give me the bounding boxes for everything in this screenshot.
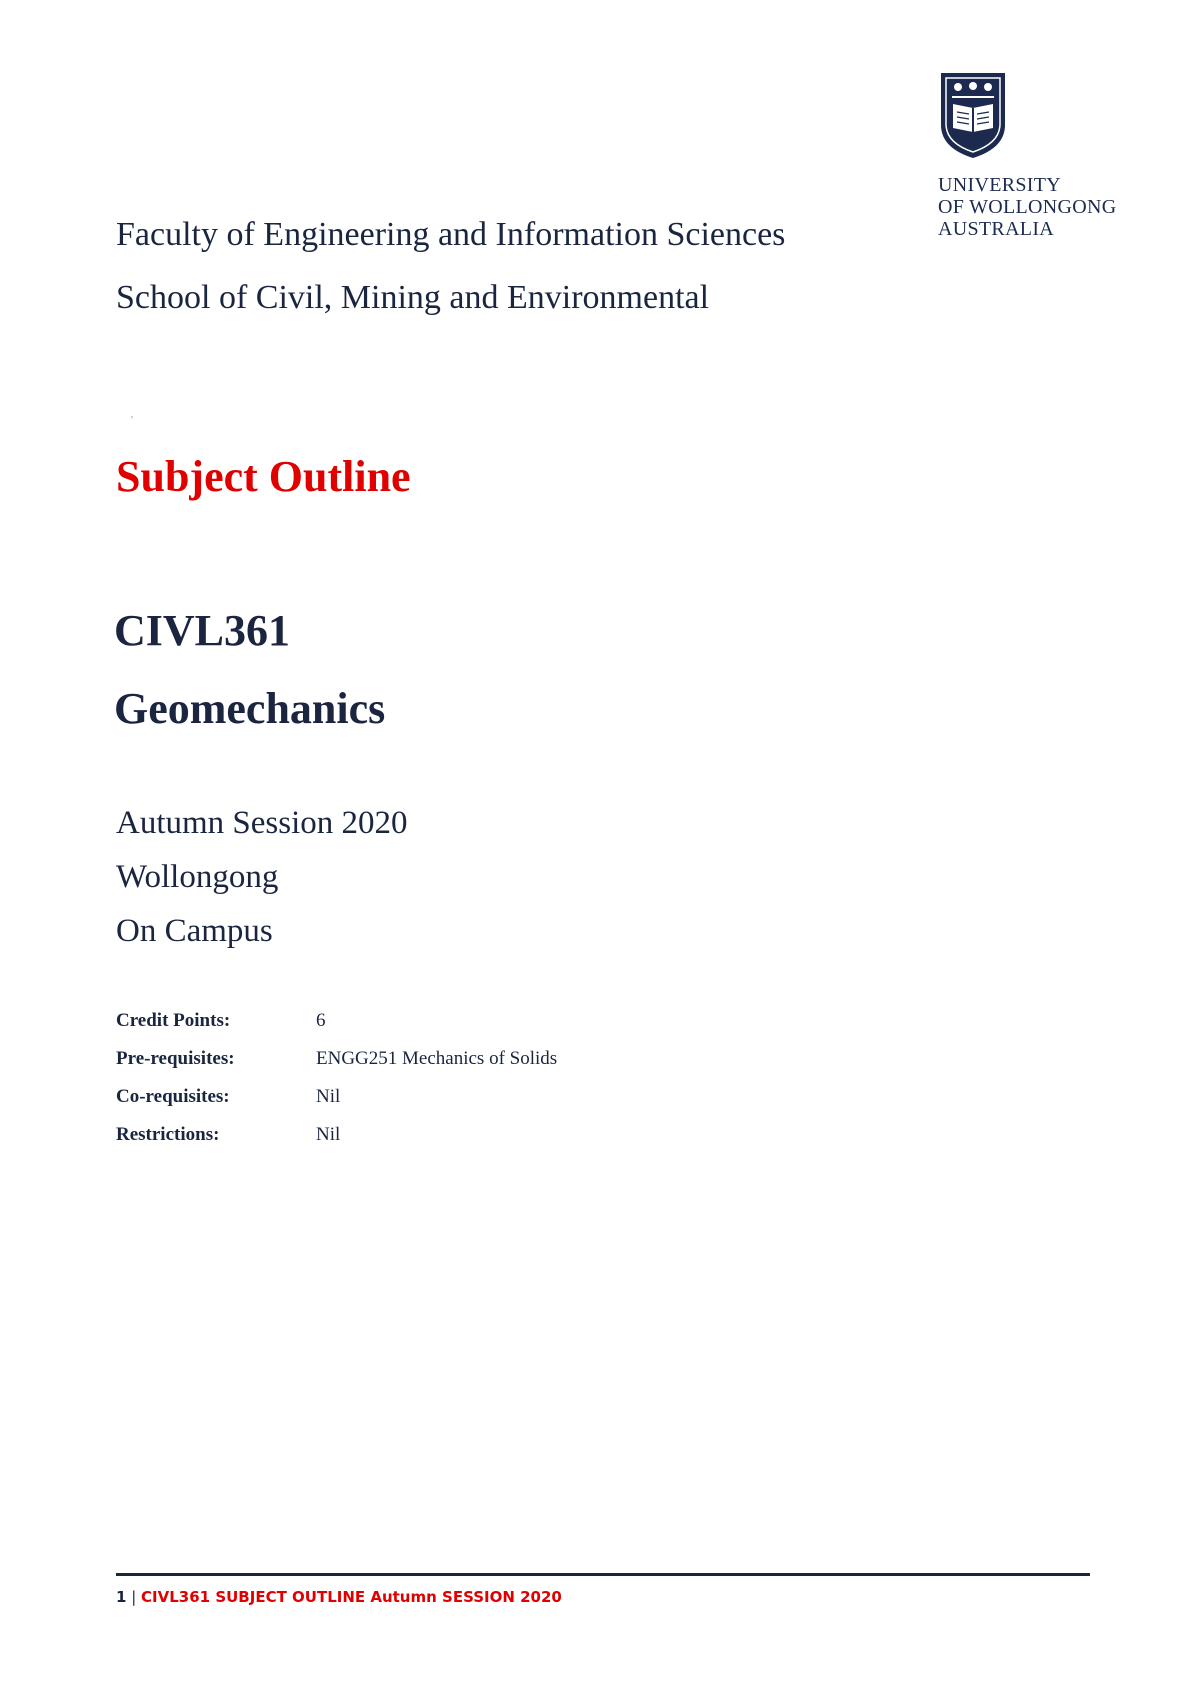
university-crest-icon — [938, 70, 1008, 160]
detail-value: 6 — [316, 1010, 326, 1031]
footer-divider — [116, 1573, 1090, 1576]
detail-label: Co-requisites: — [116, 1086, 230, 1107]
faculty-name: Faculty of Engineering and Information Sciences — [116, 216, 786, 253]
detail-value: ENGG251 Mechanics of Solids — [316, 1048, 558, 1069]
subject-name: Geomechanics — [114, 684, 386, 733]
detail-row-corequisites — [116, 1086, 816, 1124]
stray-mark: ' — [131, 415, 133, 426]
session: Autumn Session 2020 — [116, 805, 408, 841]
delivery-mode: On Campus — [116, 913, 273, 949]
detail-row-credit-points — [116, 1010, 816, 1048]
footer-separator: | — [126, 1588, 142, 1606]
university-wordmark — [938, 174, 1168, 240]
detail-value: Nil — [316, 1086, 341, 1107]
wordmark-line-2: OF WOLLONGONG — [938, 196, 1117, 218]
page-footer — [116, 1588, 562, 1606]
detail-label: Credit Points: — [116, 1010, 231, 1031]
wordmark-line-1: UNIVERSITY — [938, 174, 1061, 196]
detail-row-prerequisites — [116, 1048, 816, 1086]
detail-label: Restrictions: — [116, 1124, 220, 1145]
detail-label: Pre-requisites: — [116, 1048, 235, 1069]
footer-title: CIVL361 SUBJECT OUTLINE Autumn SESSION 2020 — [141, 1588, 562, 1606]
school-name: School of Civil, Mining and Environmental — [116, 279, 710, 316]
wordmark-line-3: AUSTRALIA — [938, 218, 1055, 240]
detail-row-restrictions — [116, 1124, 816, 1162]
page-number: 1 — [116, 1588, 127, 1606]
campus: Wollongong — [116, 859, 279, 895]
subject-code: CIVL361 — [114, 606, 291, 655]
document-title: Subject Outline — [116, 452, 411, 501]
detail-value: Nil — [316, 1124, 341, 1145]
university-logo — [938, 70, 1168, 245]
subject-details — [116, 1010, 816, 1162]
